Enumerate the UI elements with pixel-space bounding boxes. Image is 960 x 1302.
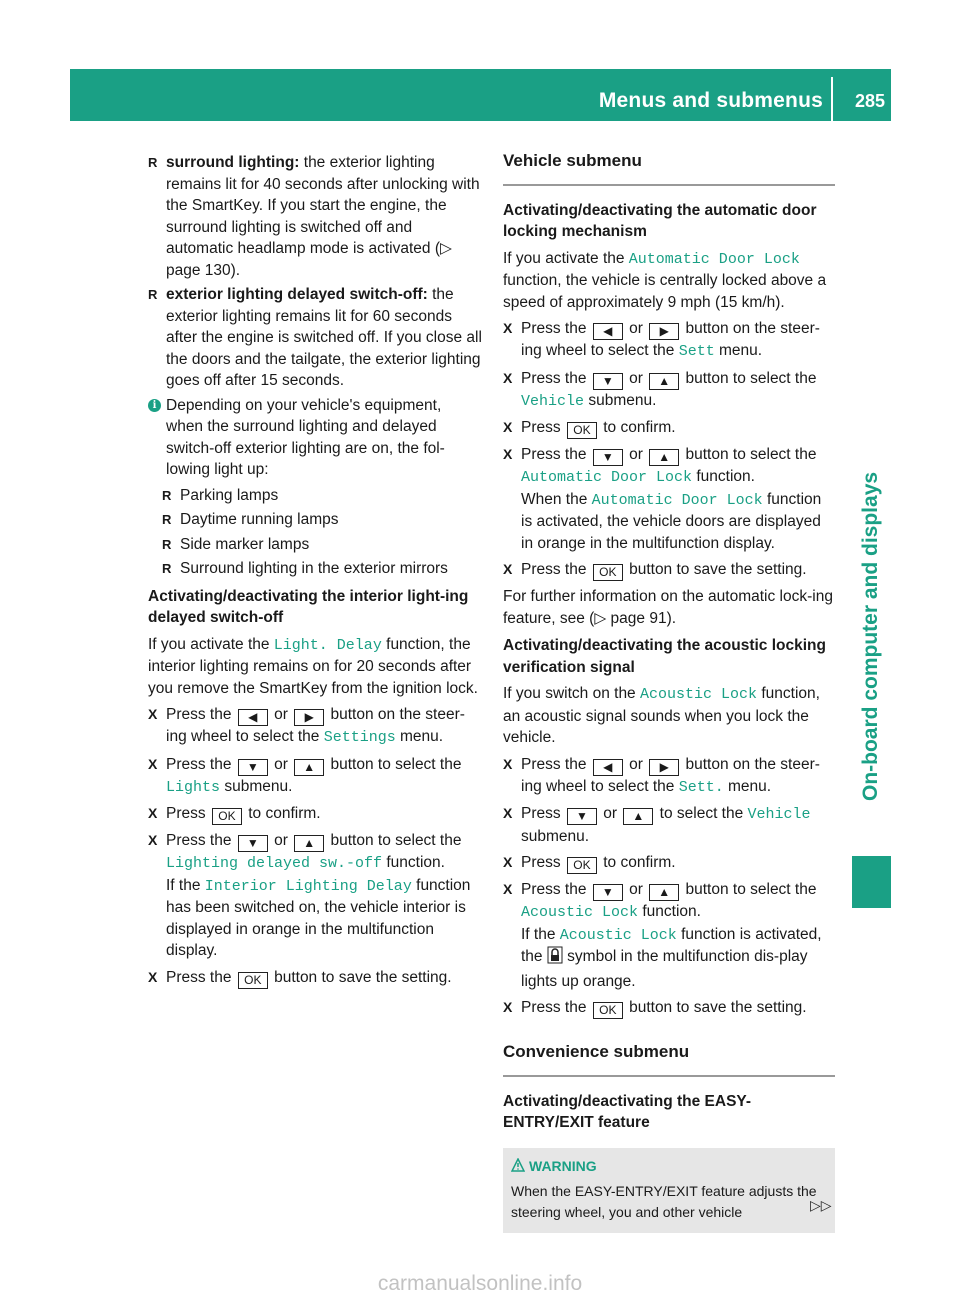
up-arrow-key-icon: ▲ bbox=[294, 759, 324, 776]
list-item: R Parking lamps bbox=[162, 485, 482, 507]
down-arrow-key-icon: ▼ bbox=[593, 373, 623, 390]
ok-key-icon: OK bbox=[567, 857, 597, 874]
up-arrow-key-icon: ▲ bbox=[649, 373, 679, 390]
page-number: 285 bbox=[854, 91, 885, 111]
left-column bbox=[148, 152, 482, 994]
step: X Press OK to confirm. bbox=[148, 803, 482, 825]
down-arrow-key-icon: ▼ bbox=[593, 449, 623, 466]
ok-key-icon: OK bbox=[567, 422, 597, 439]
header-divider bbox=[831, 77, 833, 121]
right-arrow-key-icon: ▶ bbox=[294, 709, 324, 726]
watermark: carmanualsonline.info bbox=[377, 1272, 583, 1295]
right-arrow-key-icon: ▶ bbox=[649, 323, 679, 340]
left-arrow-key-icon: ◀ bbox=[238, 709, 268, 726]
step: X Press the OK button to save the setting. bbox=[503, 559, 835, 581]
paragraph: If you activate the Automatic Door Lock function, the vehicle is centrally locked above a speed of approximately 9 mph (15 km/h). bbox=[503, 249, 827, 311]
step: X Press the ▼ or ▲ button to select the Lighting delayed sw.-off function. If the Interior Lighting Delay function has been switched on, the vehicle interior is displayed in orange in the multifunction display. bbox=[148, 830, 482, 962]
heading-interior-light: Activating/deactivating the interior light-ing delayed switch-off bbox=[148, 587, 469, 626]
info-note: i Depending on your vehicle's equipment, when the surround lighting and delayed switch-off exterior lighting are on, the fol-lowing light up: bbox=[148, 395, 482, 481]
ok-key-icon: OK bbox=[212, 808, 242, 825]
step: X Press the ▼ or ▲ button to select the Vehicle submenu. bbox=[503, 368, 835, 413]
right-column bbox=[503, 150, 835, 1233]
up-arrow-key-icon: ▲ bbox=[623, 808, 653, 825]
ok-key-icon: OK bbox=[593, 1002, 623, 1019]
left-arrow-key-icon: ◀ bbox=[593, 759, 623, 776]
side-tab-marker bbox=[852, 856, 891, 908]
list-item: R Daytime running lamps bbox=[162, 509, 482, 531]
step: X Press the ◀ or ▶ button on the steer-ing wheel to select the Sett menu. bbox=[503, 318, 835, 363]
paragraph: For further information on the automatic lock-ing feature, see (▷ page 91). bbox=[503, 588, 833, 627]
heading-easy-entry: Activating/deactivating the EASY-ENTRY/EXIT feature bbox=[503, 1092, 752, 1131]
down-arrow-key-icon: ▼ bbox=[567, 808, 597, 825]
continue-arrows-icon: ▷▷ bbox=[810, 1197, 832, 1213]
paragraph: If you switch on the Acoustic Lock function, an acoustic signal sounds when you lock the vehicle. bbox=[503, 685, 820, 746]
list-item: R exterior lighting delayed switch-off: the exterior lighting remains lit for 60 seconds after the engine is switched off. If you close all the doors and the tailgate, the exterior lighting goes off after 15 seconds. bbox=[148, 284, 482, 392]
down-arrow-key-icon: ▼ bbox=[593, 884, 623, 901]
up-arrow-key-icon: ▲ bbox=[294, 835, 324, 852]
list-item: R Surround lighting in the exterior mirrors bbox=[162, 558, 482, 580]
heading-vehicle-submenu: Vehicle submenu bbox=[503, 150, 835, 186]
down-arrow-key-icon: ▼ bbox=[238, 835, 268, 852]
ok-key-icon: OK bbox=[238, 972, 268, 989]
list-item: R Side marker lamps bbox=[162, 534, 482, 556]
warning-title: WARNING bbox=[511, 1156, 827, 1177]
list-item: R surround lighting: the exterior lighting remains lit for 40 seconds after unlocking with the SmartKey. If you start the engine, the surround lighting is switched off and automatic headlamp mode is activated (▷ page 130). bbox=[148, 152, 482, 281]
heading-auto-door-lock: Activating/deactivating the automatic door locking mechanism bbox=[503, 201, 817, 240]
ok-key-icon: OK bbox=[593, 564, 623, 581]
step: X Press the ▼ or ▲ button to select the Automatic Door Lock function. When the Automatic Door Lock function is activated, the vehicle doors are displayed in orange in the multifunction display. bbox=[503, 444, 835, 554]
page-header bbox=[70, 69, 891, 121]
lock-icon bbox=[547, 946, 563, 971]
step: X Press the ◀ or ▶ button on the steer-ing wheel to select the Settings menu. bbox=[148, 704, 482, 749]
step: X Press the ◀ or ▶ button on the steer-ing wheel to select the Sett. menu. bbox=[503, 754, 835, 799]
warning-box bbox=[503, 1148, 835, 1233]
step: X Press the ▼ or ▲ button to select the Acoustic Lock function. If the Acoustic Lock function is activated, the symbol in the multifunction dis-play lights up orange. bbox=[503, 879, 835, 992]
step: X Press ▼ or ▲ to select the Vehicle submenu. bbox=[503, 803, 835, 847]
side-tab-label: On-board computer and displays bbox=[859, 471, 882, 801]
left-arrow-key-icon: ◀ bbox=[593, 323, 623, 340]
step: X Press OK to confirm. bbox=[503, 852, 835, 874]
right-arrow-key-icon: ▶ bbox=[649, 759, 679, 776]
step: X Press the ▼ or ▲ button to select the Lights submenu. bbox=[148, 754, 482, 799]
section-title: Menus and submenus bbox=[598, 89, 823, 112]
up-arrow-key-icon: ▲ bbox=[649, 449, 679, 466]
paragraph: If you activate the Light. Delay function, the interior lighting remains on for 20 seconds after you remove the SmartKey from the ignition lock. bbox=[148, 635, 478, 697]
up-arrow-key-icon: ▲ bbox=[649, 884, 679, 901]
warning-text: When the EASY-ENTRY/EXIT feature adjusts the steering wheel, you and other vehicle bbox=[511, 1182, 817, 1220]
heading-acoustic-lock: Activating/deactivating the acoustic locking verification signal bbox=[503, 637, 826, 676]
step: X Press the OK button to save the setting. bbox=[503, 997, 835, 1019]
step: X Press the OK button to save the setting. bbox=[148, 967, 482, 989]
down-arrow-key-icon: ▼ bbox=[238, 759, 268, 776]
info-icon: i bbox=[148, 399, 161, 412]
heading-convenience-submenu: Convenience submenu bbox=[503, 1041, 835, 1077]
step: X Press OK to confirm. bbox=[503, 417, 835, 439]
warning-icon bbox=[511, 1158, 525, 1172]
side-tab bbox=[852, 121, 891, 1041]
